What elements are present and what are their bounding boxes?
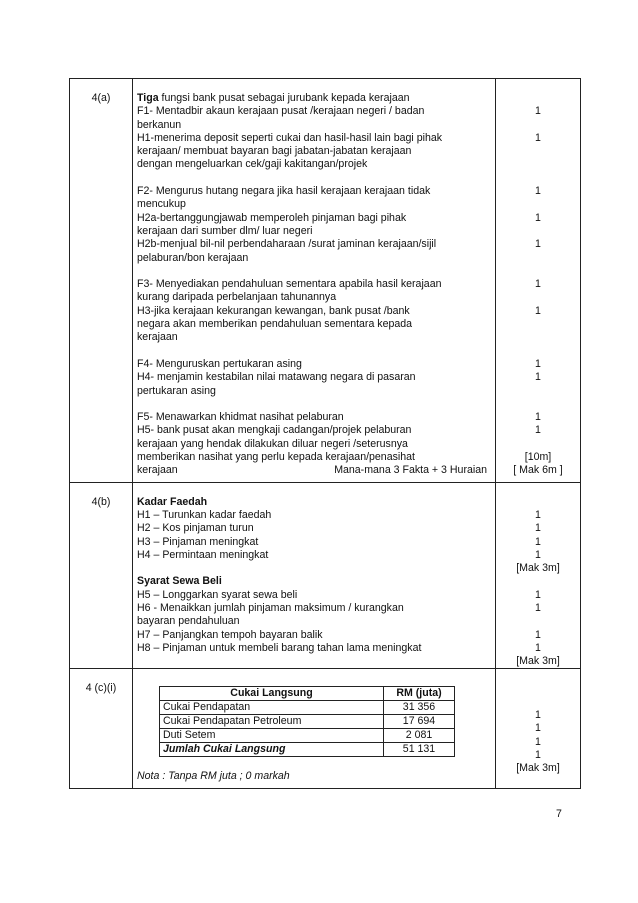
answer-cell	[133, 669, 496, 788]
answer-line: H7 – Panjangkan tempoh bayaran balik	[137, 628, 323, 641]
answer-line: kerajaan	[137, 331, 178, 344]
mark-value: 1	[535, 628, 541, 641]
marking-instruction: Mana-mana 3 Fakta + 3 Huraian	[334, 464, 487, 477]
scheme-row	[70, 79, 581, 483]
mark-value: 1	[535, 278, 541, 291]
mark-value: 1	[535, 748, 541, 761]
mark-value: 1	[535, 105, 541, 118]
marks-cell	[496, 79, 581, 483]
answer-line: H8 – Pinjaman untuk membeli barang tahan lama meningkat	[137, 641, 422, 654]
answer-line: H6 - Menaikkan jumlah pinjaman maksimum / kurangkan	[137, 601, 404, 614]
answer-text: fungsi bank pusat sebagai jurubank kepada kerajaan	[158, 92, 410, 104]
answer-line: pertukaran asing	[137, 384, 216, 397]
answer-line: F5- Menawarkan khidmat nasihat pelaburan	[137, 411, 344, 424]
page-number: 7	[556, 808, 562, 820]
mark-value: [Mak 3m]	[516, 762, 560, 775]
answer-line: dengan mengeluarkan cek/gaji kakitangan/projek	[137, 158, 368, 171]
section-heading: Syarat Sewa Beli	[137, 575, 222, 588]
mark-value	[496, 172, 580, 185]
answer-text: kerajaan	[137, 464, 178, 477]
tax-table-cell: Cukai Pendapatan Petroleum	[160, 715, 384, 729]
answer-line: bayaran pendahuluan	[137, 615, 240, 628]
mark-value	[496, 265, 580, 278]
answer-bold-word: Tiga	[137, 92, 159, 104]
question-number: 4 (c)(i)	[70, 669, 133, 788]
mark-value: 1	[535, 535, 541, 548]
mark-value	[496, 398, 580, 411]
mark-value: 1	[535, 601, 541, 614]
tax-table-cell: 17 694	[384, 715, 455, 729]
answer-line: memberikan nasihat yang perlu kepada kerajaan/penasihat	[137, 451, 415, 464]
mark-value: 1	[535, 424, 541, 437]
mark-value	[496, 92, 580, 105]
tax-table-row	[160, 701, 455, 715]
mark-value	[496, 345, 580, 358]
tax-table-total-cell: Jumlah Cukai Langsung	[160, 743, 384, 757]
mark-value: 1	[535, 508, 541, 521]
answer-line: F4- Menguruskan pertukaran asing	[137, 357, 302, 370]
section-heading: Kadar Faedah	[137, 495, 208, 508]
mark-value	[496, 385, 580, 398]
mark-value: 1	[535, 722, 541, 735]
mark-value: 1	[535, 131, 541, 144]
tax-table-total-cell: 51 131	[384, 743, 455, 757]
tax-table-cell: 2 081	[384, 729, 455, 743]
answer-cell	[133, 79, 496, 483]
scheme-row	[70, 669, 581, 788]
answer-line: H5 – Longgarkan syarat sewa beli	[137, 588, 298, 601]
mark-value	[496, 291, 580, 304]
answer-line: pelaburan/bon kerajaan	[137, 251, 249, 264]
mark-value: 1	[535, 548, 541, 561]
answer-line: H3-jika kerajaan kekurangan kewangan, bank pusat /bank	[137, 304, 410, 317]
tax-table-header-cell: Cukai Langsung	[160, 687, 384, 701]
answer-cell	[133, 482, 496, 669]
answer-line: H4- menjamin kestabilan nilai matawang negara di pasaran	[137, 371, 416, 384]
mark-value	[496, 682, 580, 695]
answer-line: H2b-menjual bil-nil perbendaharaan /surat jaminan kerajaan/sijil	[137, 238, 437, 251]
blank-line	[137, 562, 491, 575]
answer-line: F2- Mengurus hutang negara jika hasil kerajaan kerajaan tidak	[137, 185, 431, 198]
scheme-row	[70, 482, 581, 669]
mark-value	[496, 252, 580, 265]
mark-value	[496, 575, 580, 588]
answer-line: H4 – Permintaan meningkat	[137, 548, 269, 561]
tax-table-cell: 31 356	[384, 701, 455, 715]
tax-table-total	[160, 743, 455, 757]
mark-value: [10m]	[524, 451, 552, 464]
mark-value	[496, 615, 580, 628]
answer-line: kurang daripada perbelanjaan tahunannya	[137, 291, 337, 304]
tax-table-row	[160, 729, 455, 743]
tax-table	[159, 686, 455, 757]
mark-value	[496, 145, 580, 158]
mark-value: 1	[535, 185, 541, 198]
mark-value: [Mak 3m]	[516, 562, 560, 575]
marks-cell	[496, 669, 581, 788]
answer-line: H3 – Pinjaman meningkat	[137, 535, 259, 548]
mark-value: 1	[535, 371, 541, 384]
mark-value: 1	[535, 238, 541, 251]
mark-value: 1	[535, 357, 541, 370]
mark-value: 1	[535, 735, 541, 748]
tax-table-row	[160, 715, 455, 729]
mark-value	[496, 225, 580, 238]
mark-value: 1	[535, 411, 541, 424]
answer-line: H1 – Turunkan kadar faedah	[137, 508, 272, 521]
marks-cell	[496, 482, 581, 669]
mark-value	[496, 119, 580, 132]
tax-table-cell: Cukai Pendapatan	[160, 701, 384, 715]
answer-line: kerajaan yang hendak dilakukan diluar negeri /seterusnya	[137, 437, 408, 450]
blank-line	[137, 345, 491, 358]
blank-line	[137, 265, 491, 278]
tax-table-header-cell: RM (juta)	[384, 687, 455, 701]
blank-line	[137, 172, 491, 185]
mark-value: 1	[535, 211, 541, 224]
answer-line: F3- Menyediakan pendahuluan sementara apabila hasil kerajaan	[137, 278, 442, 291]
mark-value	[496, 318, 580, 331]
mark-value	[496, 438, 580, 451]
question-number: 4(b)	[70, 482, 133, 669]
note-text: Nota : Tanpa RM juta ; 0 markah	[137, 770, 290, 783]
marking-scheme-table	[69, 78, 581, 789]
mark-value: [ Mak 6m ]	[513, 464, 563, 477]
answer-line: H2 – Kos pinjaman turun	[137, 522, 254, 535]
answer-line: H5- bank pusat akan mengkaji cadangan/projek pelaburan	[137, 424, 412, 437]
answer-line: kerajaan/ membuat bayaran bagi jabatan-jabatan kerajaan	[137, 145, 412, 158]
answer-line	[137, 464, 491, 477]
mark-value	[496, 198, 580, 211]
answer-line: mencukup	[137, 198, 186, 211]
answer-line: kerajaan dari sumber dlm/ luar negeri	[137, 224, 313, 237]
mark-value	[496, 158, 580, 171]
answer-line: H2a-bertanggungjawab memperoleh pinjaman bagi pihak	[137, 211, 407, 224]
mark-value: [Mak 3m]	[516, 655, 560, 668]
mark-value	[496, 696, 580, 709]
mark-value: 1	[535, 522, 541, 535]
mark-value	[496, 496, 580, 509]
tax-table-header	[160, 687, 455, 701]
mark-value	[496, 331, 580, 344]
mark-value: 1	[535, 709, 541, 722]
mark-value: 1	[535, 588, 541, 601]
answer-line	[137, 92, 491, 105]
mark-value: 1	[535, 304, 541, 317]
question-number: 4(a)	[70, 79, 133, 483]
answer-line: F1- Mentadbir akaun kerajaan pusat /kerajaan negeri / badan	[137, 105, 425, 118]
answer-line: H1-menerima deposit seperti cukai dan hasil-hasil lain bagi pihak	[137, 131, 443, 144]
tax-table-cell: Duti Setem	[160, 729, 384, 743]
blank-line	[137, 398, 491, 411]
answer-line: negara akan memberikan pendahuluan sementara kepada	[137, 318, 413, 331]
mark-value: 1	[535, 641, 541, 654]
answer-line: berkanun	[137, 118, 182, 131]
